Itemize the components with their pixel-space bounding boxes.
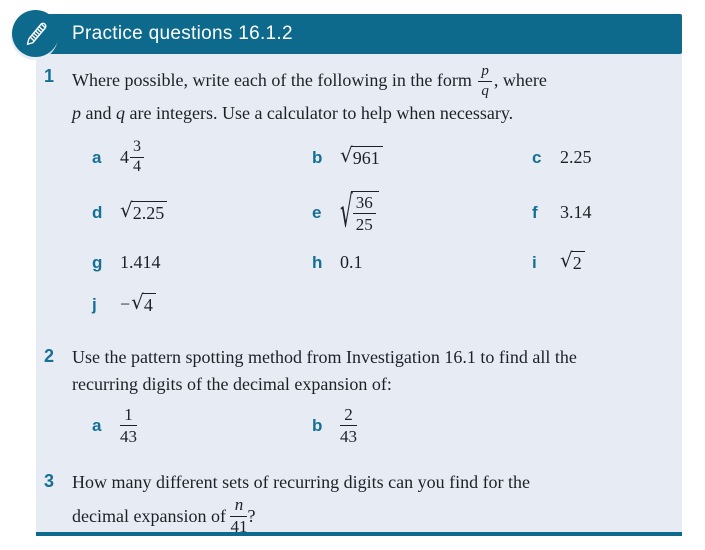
question-1-text-line1: Where possible, write each of the following in the form $\frac{p}{q}$ , where	[72, 63, 547, 99]
practice-questions-header	[36, 14, 682, 54]
radical-sign: √	[340, 143, 353, 168]
question-3-text-line1: How many different sets of recurring digits can you find for the	[72, 472, 531, 493]
negative-square-root: − √ 4	[120, 291, 156, 318]
item-label: a	[92, 147, 102, 167]
fraction-n-41: $\frac{n}{41}$	[230, 495, 248, 537]
item-1g: g 1.414	[92, 249, 312, 276]
radical-sign: √	[560, 248, 573, 273]
item-label: i	[532, 252, 537, 272]
pencil-badge	[12, 10, 59, 57]
item-1a	[92, 139, 312, 177]
fraction-p-q: $\frac{p}{q}$	[478, 64, 492, 100]
square-root: √ 2.25	[120, 201, 167, 223]
page-title: Practice questions 16.1.2	[72, 23, 293, 44]
item-1h: h 0.1	[312, 249, 532, 276]
item-1d	[92, 199, 312, 226]
question-1-number: 1	[44, 66, 55, 86]
item-label: d	[92, 202, 103, 222]
question-1-items	[92, 139, 658, 318]
item-1i	[532, 249, 658, 276]
item-1c: c 2.25	[532, 144, 658, 171]
minus-sign: −	[120, 293, 131, 314]
item-1j	[92, 291, 312, 318]
question-2-text-line2: recurring digits of the decimal expansion of:	[72, 373, 392, 394]
question-3	[44, 469, 658, 536]
fraction: $\frac{2}{43}$	[340, 404, 357, 446]
question-2-text-line1: Use the pattern spotting method from Investigation 16.1 to find all the	[72, 346, 577, 367]
item-label: g	[92, 252, 103, 272]
pencil-icon	[21, 19, 51, 49]
question-2-items	[92, 406, 658, 446]
square-root: √ 961	[340, 146, 383, 168]
square-root-of-fraction: √ $\frac{36}{25}$	[340, 191, 379, 234]
question-1	[44, 64, 658, 318]
item-1f: f 3.14	[532, 199, 658, 226]
square-root: √ 2	[560, 251, 585, 273]
fraction: $\frac{1}{43}$	[120, 404, 137, 446]
questions-panel	[36, 54, 682, 536]
question-2	[44, 344, 658, 446]
item-label: f	[532, 202, 538, 222]
item-label: b	[312, 147, 323, 167]
item-label: c	[532, 147, 542, 167]
radical-sign: √	[131, 290, 144, 315]
question-1-text-line2: p and q are integers. Use a calculator to help when necessary.	[72, 102, 514, 123]
question-2-number: 2	[44, 345, 55, 366]
radical-sign: √	[340, 185, 353, 238]
item-2a	[92, 406, 312, 446]
item-label: b	[312, 416, 323, 436]
item-label: a	[92, 416, 102, 436]
item-1b	[312, 144, 532, 171]
question-3-number: 3	[44, 471, 55, 492]
mixed-number: 4 $\frac{3}{4}$	[120, 139, 144, 177]
item-label: j	[92, 294, 97, 314]
item-label: e	[312, 202, 322, 222]
radical-sign: √	[120, 198, 133, 223]
item-label: h	[312, 252, 323, 272]
item-2b	[312, 406, 532, 446]
question-3-text-line2: decimal expansion of $\frac{n}{41}$ ?	[72, 495, 256, 537]
item-1e	[312, 185, 532, 238]
